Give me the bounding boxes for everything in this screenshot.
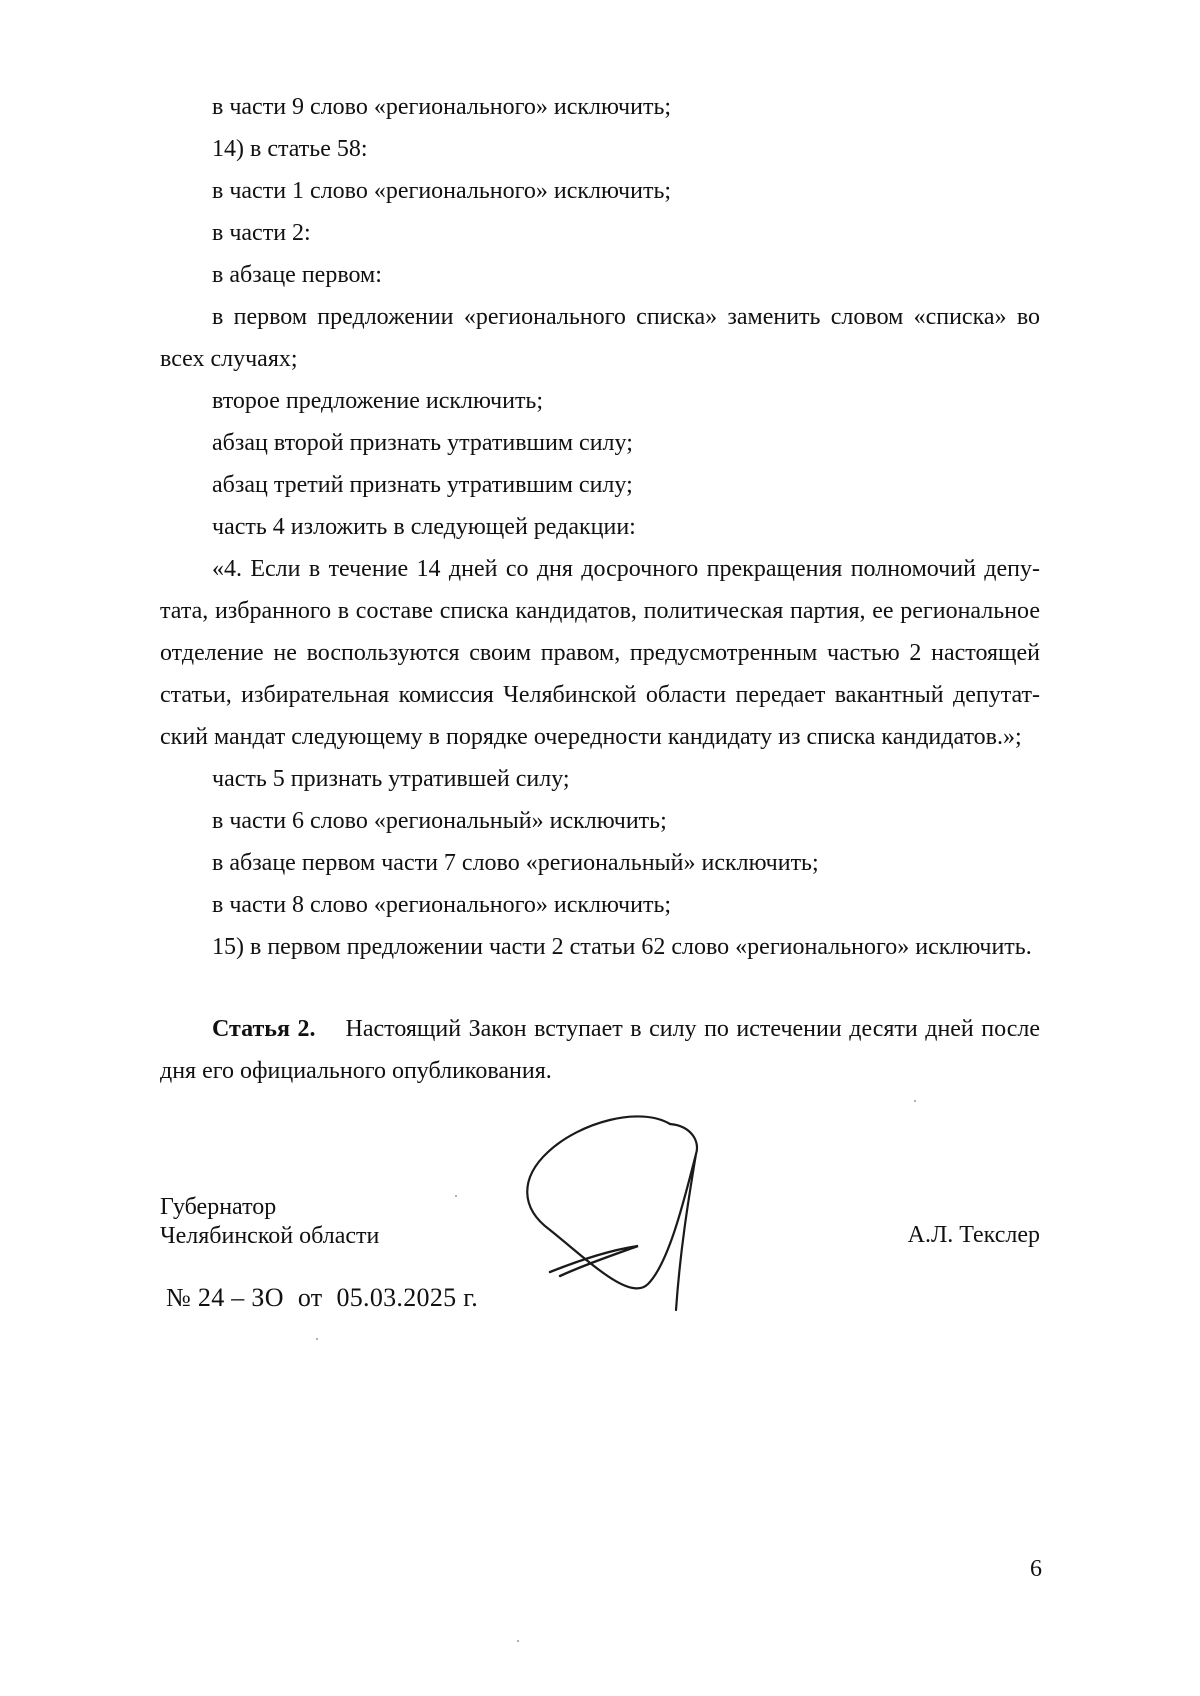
text-line: отделение не воспользуются своим правом, предусмотренным частью 2 настоящей bbox=[160, 640, 1040, 666]
text-line: в части 2: bbox=[212, 220, 311, 246]
scan-speck bbox=[914, 1100, 916, 1102]
text-line: часть 5 признать утратившей силу; bbox=[212, 766, 570, 792]
governor-title bbox=[160, 1193, 379, 1251]
handwritten-signature bbox=[520, 1112, 720, 1322]
text-line: абзац второй признать утратившим силу; bbox=[212, 430, 633, 456]
law-date: 05.03.2025 г. bbox=[336, 1283, 479, 1312]
text-line: абзац третий признать утратившим силу; bbox=[212, 472, 633, 498]
law-number-from: от bbox=[297, 1283, 323, 1312]
text-line: тата, избранного в составе списка кандидатов, политическая партия, ее региональное bbox=[160, 598, 1040, 624]
article-2-heading: Статья 2. bbox=[212, 1016, 316, 1042]
text-line: в части 6 слово «региональный» исключить; bbox=[212, 808, 667, 834]
text-line: 14) в статье 58: bbox=[212, 136, 368, 162]
text-line: в части 1 слово «регионального» исключить; bbox=[212, 178, 672, 204]
governor-name: А.Л. Текслер bbox=[907, 1222, 1040, 1248]
governor-title-line2: Челябинской области bbox=[160, 1223, 380, 1249]
text-line: статьи, избирательная комиссия Челябинской области передает вакантный депутат- bbox=[160, 682, 1040, 708]
page-number: 6 bbox=[1030, 1556, 1042, 1582]
text-line: часть 4 изложить в следующей редакции: bbox=[212, 514, 636, 540]
text-line: всех случаях; bbox=[160, 346, 298, 372]
scan-speck bbox=[455, 1195, 457, 1197]
text-line: 15) в первом предложении части 2 статьи 62 слово «регионального» исключить. bbox=[212, 934, 1032, 960]
text-line: в части 8 слово «регионального» исключить; bbox=[212, 892, 672, 918]
law-number-line bbox=[166, 1283, 478, 1313]
text-line: ский мандат следующему в порядке очередности кандидату из списка кандидатов.»; bbox=[160, 724, 1022, 750]
text-line: второе предложение исключить; bbox=[212, 388, 544, 414]
article-2-line bbox=[160, 1014, 1040, 1044]
text-line: в первом предложении «регионального списка» заменить словом «списка» во bbox=[212, 304, 1040, 330]
scan-speck bbox=[517, 1640, 519, 1642]
article-2-text-continued: дня его официального опубликования. bbox=[160, 1058, 552, 1084]
governor-title-line1: Губернатор bbox=[160, 1194, 277, 1220]
text-line: в абзаце первом части 7 слово «региональный» исключить; bbox=[212, 850, 819, 876]
scan-speck bbox=[316, 1338, 318, 1340]
text-line: «4. Если в течение 14 дней со дня досрочного прекращения полномочий депу- bbox=[212, 556, 1040, 582]
article-2-text: Настоящий Закон вступает в силу по истечении десяти дней после bbox=[345, 1016, 1041, 1042]
text-line: в части 9 слово «регионального» исключить; bbox=[212, 94, 672, 120]
law-number: № 24 – ЗО bbox=[166, 1283, 284, 1312]
text-line: в абзаце первом: bbox=[212, 262, 382, 288]
